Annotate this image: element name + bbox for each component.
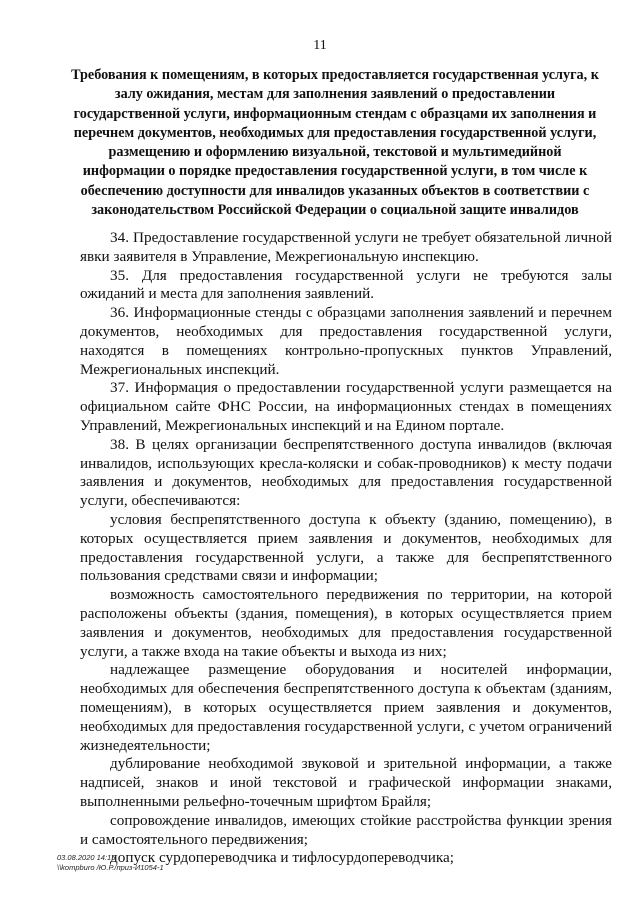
- paragraph-34: 34. Предоставление государственной услуги не требует обязательной личной явки заявителя в Управление, Межрегиональную инспекцию.: [80, 229, 612, 265]
- paragraph-35: 35. Для предоставления государственной услуги не требуются залы ожиданий и места для заполнения заявлений.: [80, 266, 612, 303]
- page-number: 11: [313, 38, 327, 53]
- list-item-information-duplication: дублирование необходимой звуковой и зрительной информации, а также надписей, знаков и иной текстовой и графической информации знаками, выполненными рельефно-точечным шрифтом Брайля;: [80, 755, 612, 810]
- list-item-interpreter-admission: допуск сурдопереводчика и тифлосурдопереводчика;: [110, 849, 454, 867]
- paragraph-36: 36. Информационные стенды с образцами заполнения заявлений и перечнем документов, необходимых для предоставления государственной услуги, находятся в помещениях контрольно-пропускных пунктов Управлений, Межрегиональных инспекций.: [80, 304, 612, 378]
- section-heading: Требования к помещениям, в которых предоставляется государственная услуга, к залу ожидания, местам для заполнения заявлений о предоставлении государственной услуги, информационным стендам с образцами их заполнения и перечнем документов, необходимых для предоставления государственной услуги, размещению и оформлению визуальной, текстовой и мультимедийной информации о порядке предоставления государственной услуги, в том числе к обеспечению доступности для инвалидов указанных объектов в соответствии с законодательством Российской Федерации о социальной защите инвалидов: [71, 67, 599, 219]
- list-item-escort: сопровождение инвалидов, имеющих стойкие расстройства функции зрения и самостоятельного передвижения;: [80, 811, 612, 848]
- footer-file-path: \\kompburo /Ю.Р./приз-И1054-1: [57, 863, 164, 872]
- list-item-equipment-placement: надлежащее размещение оборудования и носителей информации, необходимых для обеспечения беспрепятственного доступа к объектам (зданиям, помещениям), в которых осуществляется прием заявления и документов, необходимых для предоставления государственной услуги, с учетом ограничений жизнедеятельности;: [80, 661, 612, 754]
- paragraph-37: 37. Информация о предоставлении государственной услуги размещается на официальном сайте ФНС России, на информационных стендах в помещениях Управлений, Межрегиональных инспекций и на Едином портале.: [80, 379, 612, 434]
- body-text: [80, 229, 612, 868]
- list-item-movement: возможность самостоятельного передвижения по территории, на которой расположены объекты (здания, помещения), в которых осуществляется прием заявления и документов, необходимых для предоставления государственной услуги, а также входа на такие объекты и выхода из них;: [80, 586, 612, 660]
- paragraph-38: 38. В целях организации беспрепятственного доступа инвалидов (включая инвалидов, использующих кресла-коляски и собак-проводников) к месту подачи заявления и документов, необходимых для предоставления государственной услуги, обеспечиваются:: [80, 435, 612, 510]
- footer-note: [57, 853, 164, 873]
- list-item-access-conditions: условия беспрепятственного доступа к объекту (зданию, помещению), в которых осуществляется прием заявления и документов, необходимых для предоставления государственной услуги, а также для беспрепятственного пользования средствами связи и информации;: [80, 510, 612, 585]
- footer-timestamp: 03.08.2020 14:15: [57, 853, 116, 862]
